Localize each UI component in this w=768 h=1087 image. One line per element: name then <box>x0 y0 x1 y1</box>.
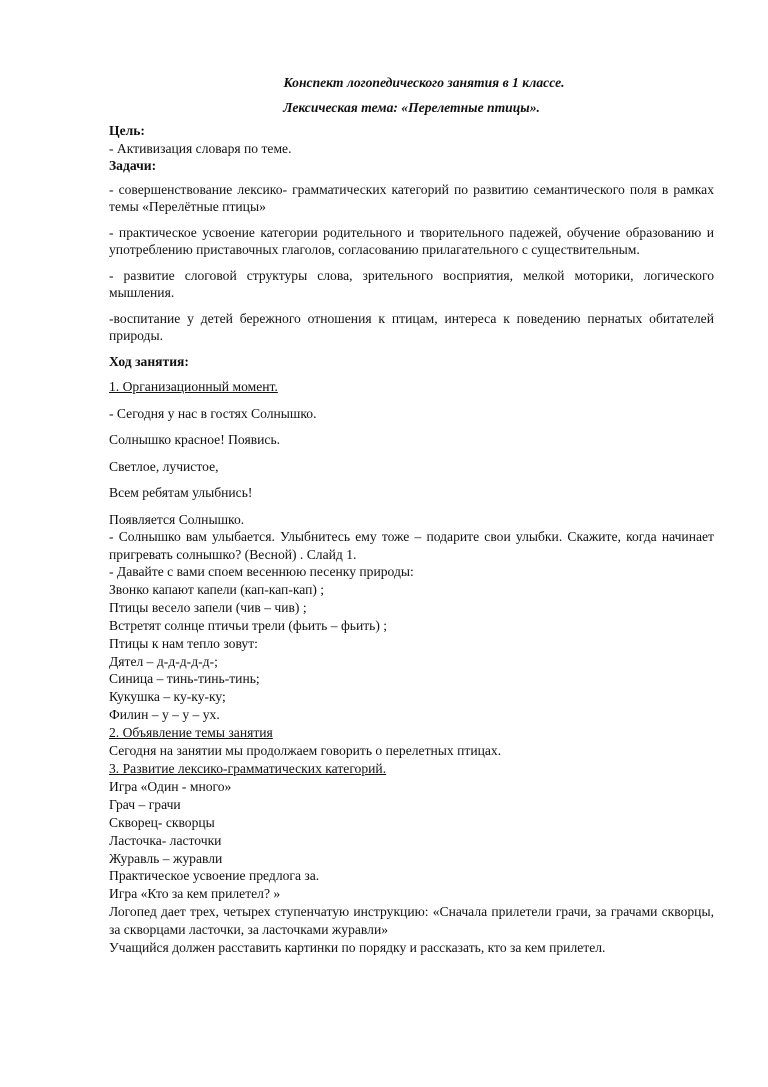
section3-line: Грач – грачи <box>109 796 181 812</box>
task-item: - развитие слоговой структуры слова, зрительного восприятия, мелкой моторики, логического мышления. <box>109 267 714 300</box>
song-line: Дятел – д-д-д-д-д-; <box>109 653 218 669</box>
section3-line: Игра «Один - много» <box>109 778 232 794</box>
section3-line: Игра «Кто за кем прилетел? » <box>109 886 281 902</box>
goal-heading: Цель: <box>109 123 145 138</box>
song-line: Синица – тинь-тинь-тинь; <box>109 671 260 687</box>
section1-title: 1. Организационный момент. <box>109 379 278 394</box>
document-page <box>109 74 714 957</box>
tasks-heading: Задачи: <box>109 158 157 173</box>
song-block <box>109 563 714 957</box>
song-line: - Давайте с вами споем весеннюю песенку природы: <box>109 564 414 579</box>
section1-line: Светлое, лучистое, <box>109 458 219 474</box>
section3-line: Скворец- скворцы <box>109 814 215 830</box>
goal-text: - Активизация словаря по теме. <box>109 140 292 156</box>
task-item: -воспитание у детей бережного отношения к птицам, интереса к поведению пернатых обитателей природы. <box>109 310 714 343</box>
song-line: Птицы к нам тепло зовут: <box>109 635 258 651</box>
song-line: Птицы весело запели (чив – чив) ; <box>109 599 307 615</box>
section1-line: Всем ребятам улыбнись! <box>109 485 253 500</box>
final-text: Учащийся должен расставить картинки по порядку и рассказать, кто за кем прилетел. <box>109 940 606 956</box>
smile-text: - Солнышко вам улыбается. Улыбнитесь ему тоже – подарите свои улыбки. Скажите, когда начинает пригревать солнышко? (Весной) . Слайд 1. <box>109 529 714 562</box>
lexical-theme-title: Лексическая тема: «Перелетные птицы». <box>283 99 540 115</box>
section1-line: Солнышко красное! Появись. <box>109 432 281 447</box>
instruction-text: Логопед дает трех, четырех ступенчатую инструкцию: «Сначала прилетели грачи, за грачами скворцы, за скворцами ласточки, за ласточками журавли» <box>109 904 714 938</box>
song-line: Встретят солнце птичьи трели (фьить – фьить) ; <box>109 617 388 633</box>
section2-text: Сегодня на занятии мы продолжаем говорить о перелетных птицах. <box>109 743 502 759</box>
document-title: Конспект логопедического занятия в 1 классе. <box>283 75 565 90</box>
appears-text: Появляется Солнышко. <box>109 511 245 527</box>
section3-line: Журавль – журавли <box>109 850 223 866</box>
section2-title: 2. Объявление темы занятия <box>109 725 273 741</box>
task-item: - практическое усвоение категории родительного и творительного падежей, обучение образованию и употреблению приставочных глаголов, согласованию прилагательного с существительным. <box>109 224 714 257</box>
lesson-heading: Ход занятия: <box>109 353 189 369</box>
song-line: Кукушка – ку-ку-ку; <box>109 689 226 705</box>
section3-line: Ласточка- ласточки <box>109 832 222 848</box>
task-item: - совершенствование лексико- грамматических категорий по развитию семантического поля в рамках темы «Перелётные птицы» <box>109 181 714 214</box>
song-line: Филин – у – у – ух. <box>109 707 220 723</box>
section3-title: 3. Развитие лексико-грамматических категорий. <box>109 760 387 776</box>
song-line: Звонко капают капели (кап-кап-кап) ; <box>109 581 325 597</box>
section1-line: - Сегодня у нас в гостях Солнышко. <box>109 405 317 421</box>
section3-line: Практическое усвоение предлога за. <box>109 868 320 884</box>
